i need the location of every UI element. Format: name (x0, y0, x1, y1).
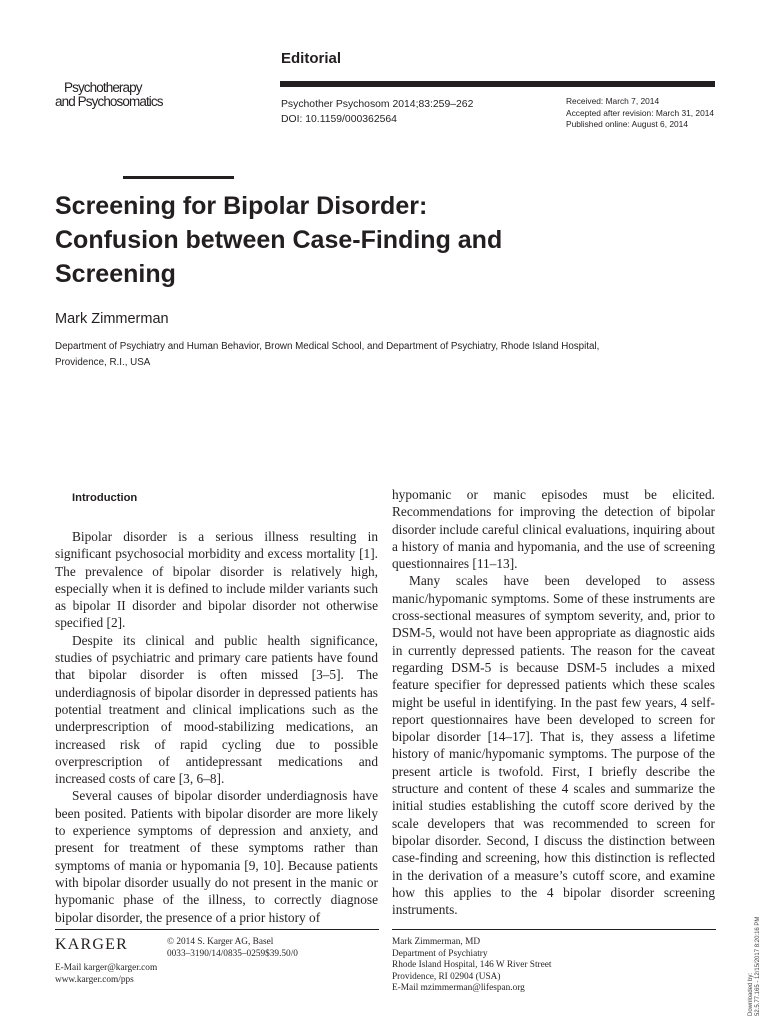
section-heading-introduction: Introduction (72, 492, 138, 504)
correspondence-line: Providence, RI 02904 (USA) (392, 971, 501, 982)
correspondence-line: Mark Zimmerman, MD (392, 937, 481, 947)
download-stamp-line: Downloaded by: (748, 972, 754, 1016)
body-paragraph: Many scales have been developed to assess manic/hypomanic symptoms. Some of these instruments are cross-sectional measures of symptom severity, and, prior to DSM-5, would not have been appropriate as diagnostic aids in currently depressed patients. The reason for the caveat regarding DSM-5 is because DSM-5 includes a mixed feature specifier for depressed patients which these scales might be useful in identifying. In the past few years, 4 self-report questionnaires have been developed to screen for bipolar disorder [14–17]. That is, they assess a lifetime history of manic/hypomanic symptoms. The purpose of the present article is twofold. First, I briefly describe the structure and content of these 4 scales and summarize the initial studies establishing the cutoff score derived by the scale developers that was recommended to screen for bipolar disorder. Second, I discuss the distinction between case-finding and screening, how this distinction is reflected in the derivation of a measure’s cutoff score, and examine how this applies to the 4 bipolar disorder screening instruments. (392, 573, 715, 918)
journal-logo-line-1: Psychotherapy (64, 80, 142, 95)
title-line-2: Confusion between Case-Finding and (55, 226, 503, 254)
body-paragraph: Several causes of bipolar disorder underdiagnosis have been posited. Patients with bipolar disorder are more likely to experience symptoms of depression and anxiety, and present for treatment of these symptoms rather than symptoms of mania or hypomania [9, 10]. Because patients with bipolar disorder usually do not present in the manic or hypomanic phase of the illness, to correctly diagnose bipolar disorder, the presence of a prior history of (55, 788, 378, 925)
copyright-block (167, 937, 298, 960)
download-stamp (748, 917, 762, 1016)
title-line-1: Screening for Bipolar Disorder: (55, 192, 428, 220)
author-affiliation: Department of Psychiatry and Human Behavior, Brown Medical School, and Department of Psychiatry, Rhode Island Hospital, Providence, R.I., USA (55, 341, 600, 368)
copyright-line: 0033–3190/14/0835–0259$39.50/0 (167, 948, 298, 959)
author-name: Mark Zimmerman (55, 311, 169, 327)
title-line-3: Screening (55, 260, 176, 288)
correspondence-line: Department of Psychiatry (392, 948, 488, 959)
body-paragraph: Despite its clinical and public health significance, studies of psychiatric and primary care patients have found that bipolar disorder is often missed [3–5]. The underdiagnosis of bipolar disorder in depressed patients has potential treatment and clinical implications such as the underprescription of mood-stabilizing medications, an increased risk of rapid cycling due to possible overprescription of antidepressant medications and increased costs of care [3, 6–8]. (55, 632, 378, 787)
publisher-logo: KARGER (55, 936, 128, 953)
right-column (392, 486, 715, 918)
journal-logo (55, 80, 185, 114)
body-paragraph: hypomanic or manic episodes must be elicited. Recommendations for improving the detection of bipolar disorder include careful clinical evaluations, inquiring about a history of mania and hypomania, and the use of screening questionnaires [11–13]. (392, 487, 715, 572)
footer-rule (392, 929, 716, 930)
body-paragraph: Bipolar disorder is a serious illness resulting in significant psychosocial morbidity and excess mortality [1]. The prevalence of bipolar disorder is relatively high, especially when it is defined to include milder variants such as bipolar II disorder and bipolar disorder not otherwise specified [2]. (55, 529, 378, 631)
correspondence-line: Rhode Island Hospital, 146 W River Street (392, 960, 552, 970)
section-label: Editorial (281, 50, 342, 67)
correspondence-block (392, 937, 552, 995)
published-date: Published online: August 6, 2014 (566, 119, 688, 129)
publisher-email[interactable]: E-Mail karger@karger.com (55, 963, 158, 973)
footer-rule (55, 929, 379, 930)
dates-block (566, 96, 714, 131)
title-rule (123, 176, 234, 179)
accepted-date: Accepted after revision: March 31, 2014 (566, 107, 715, 118)
citation: Psychother Psychosom 2014;83:259–262 (281, 99, 474, 110)
doi: DOI: 10.1159/000362564 (281, 114, 397, 125)
header-rule (280, 81, 715, 87)
correspondence-email[interactable]: E-Mail mzimmerman@lifespan.org (392, 983, 525, 993)
article-title (55, 189, 615, 291)
copyright-line: © 2014 S. Karger AG, Basel (167, 937, 274, 947)
publisher-contact (55, 963, 157, 986)
journal-logo-line-2: and Psychosomatics (55, 94, 163, 109)
citation-block (281, 97, 473, 127)
publisher-website-link[interactable]: www.karger.com/pps (55, 974, 134, 985)
download-stamp-line: 52.5.77.165 - 12/15/2017 8:20:16 PM (755, 916, 761, 1016)
received-date: Received: March 7, 2014 (566, 96, 660, 106)
left-column (55, 486, 378, 926)
